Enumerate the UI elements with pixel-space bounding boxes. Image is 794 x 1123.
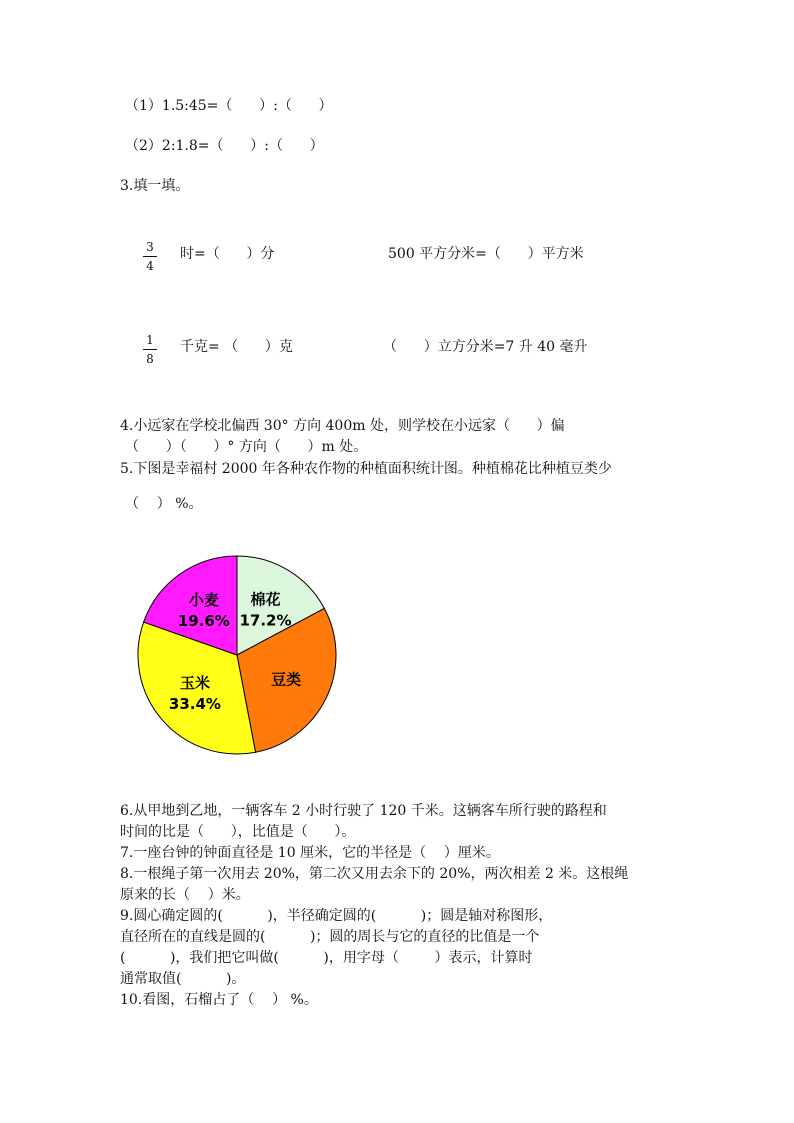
pie-slice-name: 豆类 [271, 670, 302, 689]
fraction-three-quarters [143, 240, 157, 273]
q10-line1: 10.看图，石榴占了（ ） %。 [120, 992, 318, 1008]
pie-slice-percent: 19.6% [177, 612, 230, 631]
q6-line2: 时间的比是（ ），比值是（ ）。 [120, 824, 356, 840]
q6-line1: 6.从甲地到乙地，一辆客车 2 小时行驶了 120 千米。这辆客车所行驶的路程和 [120, 803, 607, 819]
pie-chart [127, 545, 347, 765]
q3-title: 3.填一填。 [120, 178, 190, 194]
pie-slice-percent: 17.2% [239, 611, 292, 630]
q9-line1: 9.圆心确定圆的( )，半径确定圆的( )；圆是轴对称图形， [120, 908, 553, 924]
q2-part1: （1）1.5:45=（ ）:（ ） [125, 98, 333, 114]
pie-slice-name: 小麦 [188, 591, 219, 610]
q2-part2: （2）2:1.8=（ ）:（ ） [125, 138, 324, 154]
q4-line2: （ ）（ ）° 方向（ ）m 处。 [125, 439, 368, 455]
pie-slice-name: 玉米 [179, 674, 210, 693]
q8-line2: 原来的长（ ）米。 [120, 887, 250, 903]
q9-line2: 直径所在的直线是圆的( )；圆的周长与它的直径的比值是一个 [120, 929, 540, 945]
q3-item-hours: 时=（ ）分 [180, 246, 275, 262]
fraction-denominator: 8 [146, 352, 154, 366]
pie-slice-name: 棉花 [250, 590, 281, 609]
fraction-one-eighth [143, 333, 157, 366]
fraction-numerator: 1 [146, 333, 154, 347]
q5-line1: 5.下图是幸福村 2000 年各种农作物的种植面积统计图。种植棉花比种植豆类少 [120, 461, 612, 477]
q3-item-grams: 千克= （ ）克 [180, 339, 293, 355]
q3-item-volume: （ ）立方分米=7 升 40 毫升 [383, 339, 588, 355]
q5-line2: （ ） %。 [125, 496, 203, 512]
fraction-denominator: 4 [146, 259, 154, 273]
q4-line1: 4.小远家在学校北偏西 30° 方向 400m 处，则学校在小远家（ ）偏 [120, 418, 565, 434]
pie-slice-percent: 33.4% [168, 695, 221, 714]
q9-line3: ( )，我们把它叫做( )，用字母（ ）表示，计算时 [120, 950, 533, 966]
q8-line1: 8.一根绳子第一次用去 20%，第二次又用去余下的 20%，两次相差 2 米。这根绳 [120, 866, 629, 882]
q7-line1: 7.一座台钟的钟面直径是 10 厘米，它的半径是（ ）厘米。 [120, 845, 500, 861]
q9-line4: 通常取值( )。 [120, 971, 246, 987]
q3-item-area: 500 平方分米=（ ）平方米 [388, 246, 584, 262]
fraction-numerator: 3 [146, 240, 154, 254]
